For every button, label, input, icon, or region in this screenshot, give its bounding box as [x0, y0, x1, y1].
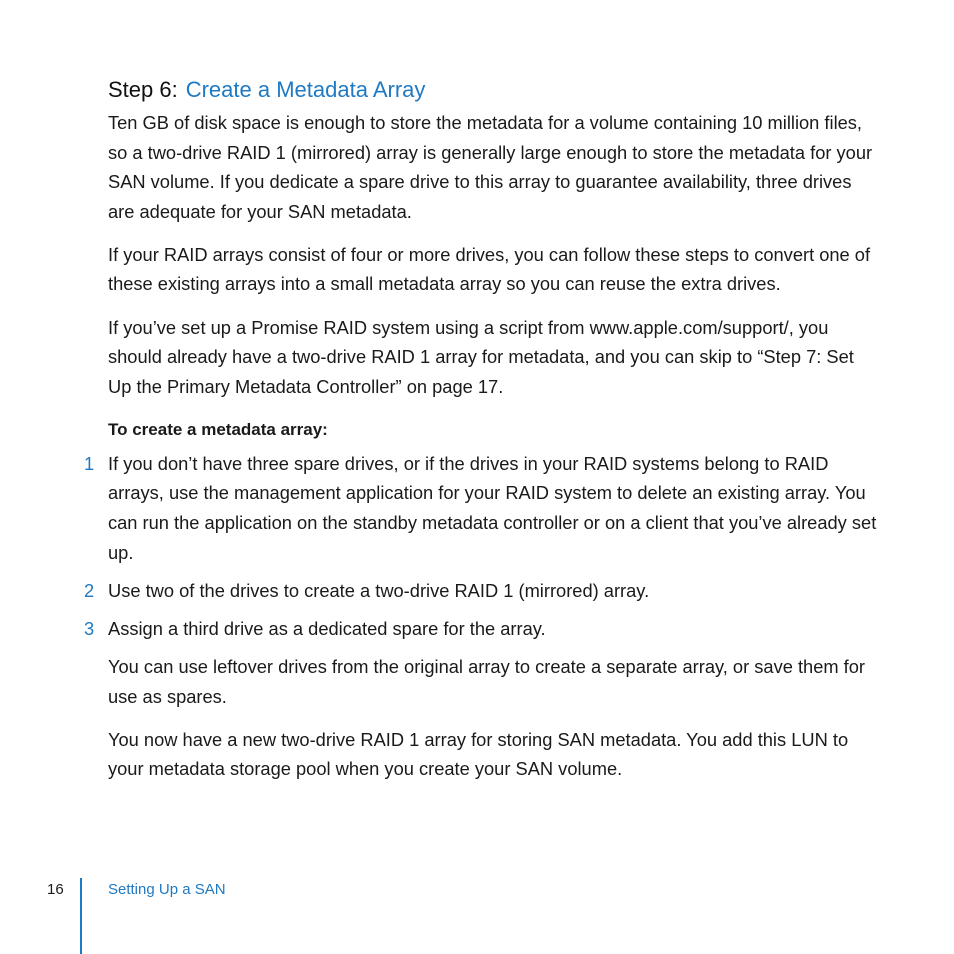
body-text	[84, 108, 878, 797]
page-number: 16	[47, 881, 64, 898]
paragraph-leftover: You can use leftover drives from the original array to create a separate array, or save them for use as spares.	[108, 655, 866, 707]
footer-section-title: Setting Up a SAN	[108, 881, 226, 898]
step-text: If you don’t have three spare drives, or if the drives in your RAID systems belong to RAID arrays, use the management application for your RAID system to delete an existing array. You can run the application on the standby metadata controller or on a client that you’ve already set up.	[108, 452, 877, 563]
step-text: Assign a third drive as a dedicated spare for the array.	[108, 617, 546, 639]
paragraph-intro: Ten GB of disk space is enough to store the metadata for a volume containing 10 million files, so a two-drive RAID 1 (mirrored) array is generally large enough to store the metadata for your SAN volume. If you dedicate a spare drive to this array to guarantee availability, three drives are adequate for your SAN metadata.	[108, 112, 873, 222]
paragraph-convert: If your RAID arrays consist of four or more drives, you can follow these steps to convert one of these existing arrays into a small metadata array so you can reuse the extra drives.	[108, 243, 871, 295]
step-label: Step 6:	[108, 77, 178, 102]
step-number: 1	[84, 452, 95, 474]
footer-divider	[80, 878, 82, 954]
step-text: Use two of the drives to create a two-drive RAID 1 (mirrored) array.	[108, 579, 650, 601]
procedure-steps	[84, 449, 878, 644]
procedure-step	[84, 614, 878, 644]
section-title: Create a Metadata Array	[185, 77, 426, 102]
section-heading	[108, 75, 425, 105]
procedure-step	[84, 449, 878, 567]
procedure-title: To create a metadata array:	[108, 419, 328, 439]
step-number: 2	[84, 579, 95, 601]
paragraph-summary: You now have a new two-drive RAID 1 array for storing SAN metadata. You add this LUN to your metadata storage pool when you create your SAN volume.	[108, 728, 849, 780]
procedure-step	[84, 576, 878, 606]
step-number: 3	[84, 617, 95, 639]
paragraph-promise: If you’ve set up a Promise RAID system using a script from www.apple.com/support/, you should already have a two-drive RAID 1 array for metadata, and you can skip to “Step 7: Set Up the Primary Metadata Controller” on page 17.	[108, 316, 854, 397]
